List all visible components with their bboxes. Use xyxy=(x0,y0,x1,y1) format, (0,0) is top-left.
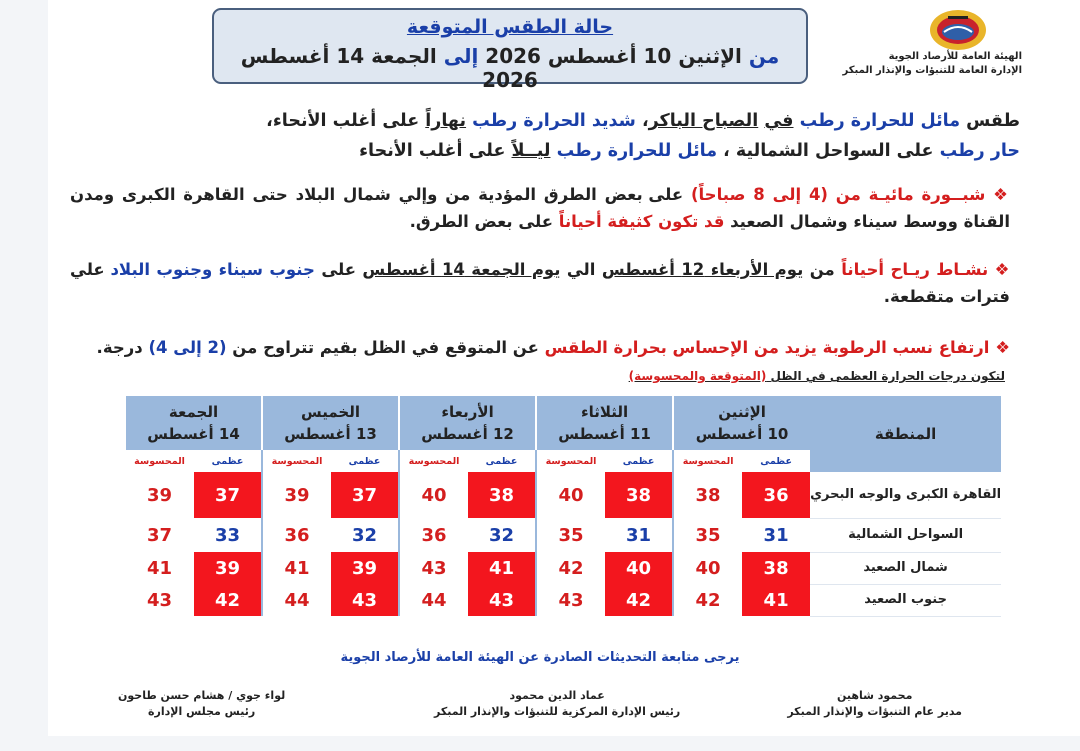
day-header xyxy=(673,396,810,450)
max-temp-cell: 40 xyxy=(605,552,673,584)
summary-text: ليــلاً xyxy=(511,141,551,161)
feel-temp-cell: 39 xyxy=(125,472,194,518)
day-header xyxy=(399,396,536,450)
max-temp-cell: 38 xyxy=(742,552,810,584)
signature-block xyxy=(787,688,962,720)
summary-text: على أغلب الأنحاء xyxy=(359,141,506,161)
diamond-bullet-icon: ❖ xyxy=(994,260,1011,279)
max-temp-cell: 39 xyxy=(194,552,262,584)
summary-line-2 xyxy=(120,136,1020,166)
bullet-text: يوم الجمعة 14 أغسطس xyxy=(362,260,561,279)
region-name: شمال الصعيد xyxy=(810,552,1001,584)
bullet-fog xyxy=(70,181,1010,235)
day-name: الجمعة xyxy=(168,403,219,421)
range-from: من xyxy=(748,44,780,68)
region-header: المنطقة xyxy=(810,396,1001,472)
feel-temp-cell: 42 xyxy=(536,552,605,584)
table-row xyxy=(125,584,1001,616)
bullet-text: شبــورة مائيـة من xyxy=(835,185,986,204)
bullet-text: من xyxy=(809,260,835,279)
bullet-text: على بعض الطرق المؤدية من وإلي شمال البلاد حتى القاهرة الكبرى ومدن القناة ووسط سيناء وشمال الصعيد xyxy=(70,185,1010,231)
feel-temp-cell: 42 xyxy=(673,584,742,616)
max-temp-cell: 43 xyxy=(468,584,536,616)
summary-text: على أغلب الأنحاء، xyxy=(266,111,420,131)
max-temp-cell: 41 xyxy=(742,584,810,616)
signer-title: مدير عام التنبؤات والإنذار المبكر xyxy=(787,705,962,718)
caption-highlight: (المتوقعة والمحسوسة) xyxy=(628,369,767,383)
diamond-bullet-icon: ❖ xyxy=(993,185,1011,204)
summary-text: على السواحل الشمالية ، xyxy=(723,141,934,161)
feel-temp-cell: 35 xyxy=(536,518,605,552)
range-start: الإثنين 10 أغسطس 2026 xyxy=(485,44,742,68)
region-name: جنوب الصعيد xyxy=(810,584,1001,616)
organization-name xyxy=(802,50,1022,78)
max-label: عظمى xyxy=(760,455,792,467)
day-name: الخميس xyxy=(301,403,360,421)
signer-name: عماد الدين محمود xyxy=(509,689,605,702)
range-to: إلى xyxy=(443,44,479,68)
bullet-text: نشـاط ريـاح أحياناً xyxy=(841,260,989,279)
day-date: 14 أغسطس xyxy=(147,425,240,443)
summary-text: طقس xyxy=(966,111,1020,131)
feel-temp-cell: 36 xyxy=(399,518,468,552)
table-row xyxy=(125,552,1001,584)
bullet-text: يوم الأربعاء 12 أغسطس xyxy=(601,260,804,279)
max-temp-cell: 39 xyxy=(331,552,399,584)
bullet-wind xyxy=(70,256,1010,310)
day-date: 13 أغسطس xyxy=(284,425,377,443)
day-date: 11 أغسطس xyxy=(558,425,651,443)
bullet-text: جنوب سيناء وجنوب البلاد xyxy=(110,260,315,279)
bullet-text: علي فترات متقطعة. xyxy=(70,260,1010,306)
feel-label: المحسوسة xyxy=(399,450,468,472)
feel-temp-cell: 35 xyxy=(673,518,742,552)
max-temp-cell: 37 xyxy=(194,472,262,518)
signer-name: محمود شاهين xyxy=(836,689,913,702)
org-line-1: الهيئة العامة للأرصاد الجوية xyxy=(888,51,1022,62)
day-header xyxy=(125,396,262,450)
feel-temp-cell: 43 xyxy=(125,584,194,616)
feel-label: المحسوسة xyxy=(673,450,742,472)
max-temp-cell: 38 xyxy=(468,472,536,518)
max-temp-cell: 43 xyxy=(331,584,399,616)
day-name: الأربعاء xyxy=(441,403,494,421)
bullet-text: الي xyxy=(566,260,596,279)
region-name: القاهرة الكبرى والوجه البحري xyxy=(810,472,1001,518)
feel-temp-cell: 40 xyxy=(399,472,468,518)
table-row xyxy=(125,518,1001,552)
date-range xyxy=(214,44,806,92)
temperature-table xyxy=(124,396,1001,617)
feel-temp-cell: 40 xyxy=(673,552,742,584)
max-temp-cell: 31 xyxy=(742,518,810,552)
feel-temp-cell: 43 xyxy=(536,584,605,616)
feel-temp-cell: 43 xyxy=(399,552,468,584)
page-title: حالة الطقس المتوقعة xyxy=(406,16,614,38)
bullet-text: قد تكون كثيفة أحياناً xyxy=(558,212,725,231)
day-date: 12 أغسطس xyxy=(421,425,514,443)
bullet-text: على xyxy=(321,260,357,279)
followup-note: يرجى متابعة التحديثات الصادرة عن الهيئة العامة للأرصاد الجوية xyxy=(340,650,740,665)
feel-temp-cell: 38 xyxy=(673,472,742,518)
day-header xyxy=(536,396,673,450)
table-caption xyxy=(629,369,1005,383)
max-label: عظمى xyxy=(211,455,244,467)
feel-temp-cell: 37 xyxy=(125,518,194,552)
summary-text: مائل للحرارة رطب xyxy=(799,111,961,131)
signature-block xyxy=(434,688,680,720)
bullet-text: درجة. xyxy=(96,338,143,357)
feel-label: المحسوسة xyxy=(262,450,331,472)
day-date: 10 أغسطس xyxy=(695,425,789,443)
feel-temp-cell: 44 xyxy=(262,584,331,616)
max-temp-cell: 36 xyxy=(742,472,810,518)
max-temp-cell: 32 xyxy=(331,518,399,552)
max-temp-cell: 32 xyxy=(468,518,536,552)
signature-block xyxy=(118,688,285,720)
max-temp-cell: 31 xyxy=(605,518,673,552)
summary-text: شديد الحرارة رطب xyxy=(472,111,636,131)
max-label: عظمى xyxy=(485,455,518,467)
summary-text: نهاراً xyxy=(425,111,467,131)
max-temp-cell: 33 xyxy=(194,518,262,552)
page-bottom-edge xyxy=(0,736,1080,751)
feel-temp-cell: 41 xyxy=(262,552,331,584)
day-name: الثلاثاء xyxy=(580,403,629,421)
summary-text: ، xyxy=(641,111,649,131)
max-temp-cell: 41 xyxy=(468,552,536,584)
table-header-row xyxy=(125,396,1001,450)
day-name: الإثنين xyxy=(718,403,766,421)
summary-text: الصباح الباكر xyxy=(648,111,759,131)
bullet-text: عن المتوقع في الظل بقيم تتراوح من xyxy=(232,338,539,357)
title-box xyxy=(212,8,808,92)
diamond-bullet-icon: ❖ xyxy=(995,338,1010,357)
signer-name: لواء جوي / هشام حسن طاحون xyxy=(118,689,286,702)
bullet-text: على بعض الطرق. xyxy=(409,212,554,231)
bullet-text: (4 إلى 8 صباحاً) xyxy=(690,185,828,204)
feel-label: المحسوسة xyxy=(536,450,605,472)
caption-text: لتكون درجات الحرارة العظمى في الظل xyxy=(770,369,1005,383)
summary-text: في xyxy=(764,111,794,131)
summary-line-1 xyxy=(120,106,1020,136)
max-label: عظمى xyxy=(622,455,655,467)
org-line-2: الإدارة العامة للتنبؤات والإنذار المبكر xyxy=(842,65,1022,76)
bullet-humidity xyxy=(70,334,1010,361)
signer-title: رئيس الإدارة المركزية للتنبؤات والإنذار المبكر xyxy=(434,705,681,718)
feel-temp-cell: 36 xyxy=(262,518,331,552)
feel-label: المحسوسة xyxy=(134,455,185,467)
summary-text: مائل للحرارة رطب xyxy=(556,141,718,161)
max-temp-cell: 37 xyxy=(331,472,399,518)
bullet-text: ارتفاع نسب الرطوبة يزيد من الإحساس بحرارة الطقس xyxy=(544,338,990,357)
max-label: عظمى xyxy=(348,455,381,467)
bullet-text: (2 إلى 4) xyxy=(148,338,227,357)
signer-title: رئيس مجلس الإدارة xyxy=(148,705,256,718)
feel-temp-cell: 41 xyxy=(125,552,194,584)
region-name: السواحل الشمالية xyxy=(810,518,1001,552)
max-temp-cell: 42 xyxy=(605,584,673,616)
max-temp-cell: 38 xyxy=(605,472,673,518)
range-end: الجمعة 14 أغسطس 2026 xyxy=(240,44,538,92)
feel-temp-cell: 40 xyxy=(536,472,605,518)
summary-text: حار رطب xyxy=(939,141,1020,161)
ema-logo-icon xyxy=(926,8,990,52)
weather-summary xyxy=(120,106,1020,166)
day-header xyxy=(262,396,399,450)
feel-temp-cell: 44 xyxy=(399,584,468,616)
table-row xyxy=(125,472,1001,518)
feel-temp-cell: 39 xyxy=(262,472,331,518)
max-temp-cell: 42 xyxy=(194,584,262,616)
